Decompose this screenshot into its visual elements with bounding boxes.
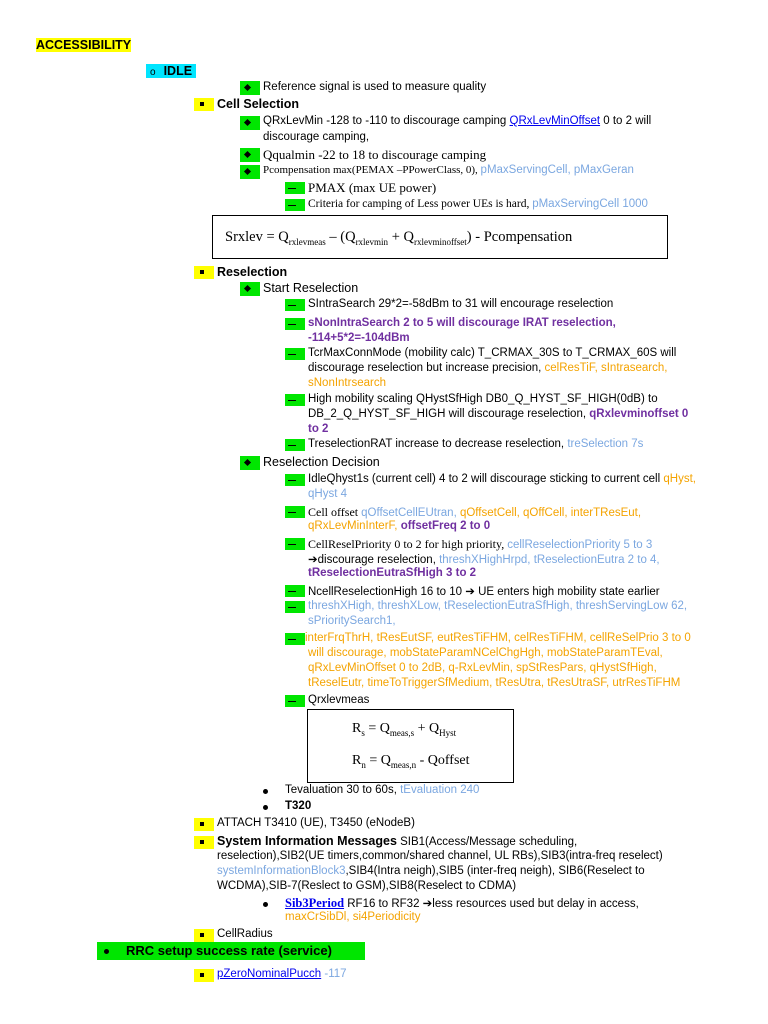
cellradius-label: CellRadius [217,928,273,940]
green-diamond-bullet [240,165,260,179]
ref-signal-text: Reference signal is used to measure quality [263,81,487,93]
snonintrasearch-line-cont: -114+5*2=-104dBm [308,332,410,344]
green-diamond-bullet [240,456,260,470]
yellow-square-bullet [194,98,214,111]
criteria-line: Criteria for camping of Less power UEs is hard, pMaxServingCell 1000 [308,198,648,210]
idle-heading [146,64,196,78]
cell-selection-title: Cell Selection [217,97,299,111]
yellow-square-bullet [194,266,214,279]
rs-formula: $R_s = Q_{meas,s} + Q_{Hyst}$ [352,721,457,738]
qrxlevmin-line-cont: discourage camping, [263,131,370,143]
sim-line-4: WCDMA),SIB-7(Reslect to GSM),SIB8(Reselect to CDMA) [217,880,517,892]
green-diamond-bullet [240,282,260,296]
sib3period-line: Sib3Period RF16 to RF32 ➔less resources used but delay in access, [285,896,639,910]
idle-marker: o [150,67,156,78]
tcrmax-line: TcrMaxConnMode (mobility calc) T_CRMAX_30S to T_CRMAX_60S will [308,347,677,359]
idleqhyst-line: IdleQhyst1s (current cell) 4 to 2 will discourage sticking to current cell qHyst, [308,473,696,485]
green-dash-bullet [285,199,305,211]
sim-line-3: systemInformationBlock3,SIB4(Intra neigh),SIB5 (inter-freq neigh), SIB6(Reselect to [217,865,645,877]
t320-label: T320 [285,800,312,812]
green-diamond-bullet [240,116,260,130]
cellreselpriority-line: CellReselPriority 0 to 2 for high priority, cellReselectionPriority 5 to 3 [308,537,653,551]
round-bullet [263,789,268,794]
green-dash-bullet [285,474,305,486]
green-dash-bullet [285,585,305,597]
rn-formula: $R_n = Q_{meas,n}$ - Qoffset [352,753,470,770]
green-diamond-bullet [240,81,260,95]
snonintrasearch-line: sNonIntraSearch 2 to 5 will discourage IRAT reselection, [308,317,616,329]
green-dash-bullet [285,695,305,707]
round-bullet [263,902,268,907]
qrxlevminoffset-link[interactable]: QRxLevMinOffset [509,115,601,127]
reselection-title: Reselection [217,265,288,279]
rrc-heading-bar [97,942,365,960]
sib3period-link[interactable]: Sib3Period [285,896,345,910]
cell-offset-line: Cell offset qOffsetCellEUtran, qOffsetCell, qOffCell, interTResEut, [308,505,642,519]
high-mobility-line: High mobility scaling QHystSfHigh DB0_Q_HYST_SF_HIGH(0dB) to [308,393,658,405]
thresh-line-2: sPrioritySearch1, [308,615,396,627]
sim-title: System Information Messages [217,834,397,848]
yellow-square-bullet [194,969,214,982]
cellreselpriority-line-3: tReselectionEutraSfHigh 3 to 2 [308,567,477,579]
green-dash-bullet [285,538,305,550]
green-dash-bullet [285,299,305,311]
green-diamond-bullet [240,148,260,162]
ncellreselection-line: NcellReselectionHigh 16 to 10 ➔ UE enters high mobility state earlier [308,586,660,598]
sintrasearch-line: SIntraSearch 29*2=-58dBm to 31 will encourage reselection [308,298,614,310]
reselection-decision-label: Reselection Decision [263,455,380,469]
green-dash-bullet [285,348,305,360]
pzeronominalpucch-link[interactable]: pZeroNominalPucch [217,968,322,980]
pzero-line: pZeroNominalPucch -117 [217,968,347,980]
page-title: ACCESSIBILITY [36,38,132,52]
cell-offset-line-2: qRxLevMinInterF, offsetFreq 2 to 0 [308,520,491,532]
high-mobility-line-2: DB_2_Q_HYST_SF_HIGH will discourage reselection, qRxlevminoffset 0 [308,408,689,420]
idle-label: IDLE [163,64,193,78]
qrxlevmeas-label: Qrxlevmeas [308,694,370,706]
srxlev-formula: Srxlev = $Q_{rxlevmeas} - (Q_{rxlevmin} + Q_{rxlevminoffset})$ - Pcompensation [225,229,573,247]
qqualmin-line: Qqualmin -22 to 18 to discourage camping [263,147,487,162]
green-dash-bullet [285,506,305,518]
yellow-square-bullet [194,836,214,849]
tevaluation-line: Tevaluation 30 to 60s, tEvaluation 240 [285,784,480,796]
round-bullet [104,949,109,954]
interfrq-line: interFrqThrH, tResEutSF, eutResTiFHM, celResTiFHM, cellReSelPrio 3 to 0 [305,632,691,644]
interfrq-line-2: will discourage, mobStateParamNCelChgHgh, mobStateParamTEval, [308,647,663,659]
high-mobility-line-3: to 2 [308,423,329,435]
sib3period-line-2: maxCrSibDl, si4Periodicity [285,911,421,923]
rrc-heading: RRC setup success rate (service) [126,943,332,958]
rs-rn-formula-box [307,709,514,783]
attach-line: ATTACH T3410 (UE), T3450 (eNodeB) [217,817,415,829]
thresh-line: threshXHigh, threshXLow, tReselectionEutraSfHigh, threshServingLow 62, [308,600,688,612]
start-reselection-label: Start Reselection [263,281,359,295]
yellow-square-bullet [194,818,214,831]
interfrq-line-3: qRxLevMinOffset 0 to 2dB, q-RxLevMin, spStResPars, qHystSfHigh, [308,662,657,674]
pcompensation-line: Pcompensation max(PEMAX –PPowerClass, 0), pMaxServingCell, pMaxGeran [263,164,634,176]
idleqhyst-line-2: qHyst 4 [308,488,347,500]
green-dash-bullet [285,439,305,451]
round-bullet [263,805,268,810]
pmax-line: PMAX (max UE power) [308,180,437,195]
green-dash-bullet [285,601,305,613]
treselectionrat-line: TreselectionRAT increase to decrease reselection, treSelection 7s [308,438,644,450]
cellreselpriority-line-2: ➔discourage reselection, threshXHighHrpd, tReselectionEutra 2 to 4, [308,554,660,566]
sim-line-2: reselection),SIB2(UE timers,common/shared channel, UL RBs),SIB3(intra-freq reselect) [217,850,663,862]
tcrmax-line-2: discourage reselection but increase precision, celResTiF, sIntrasearch, [308,362,668,374]
sim-line-1: System Information Messages SIB1(Access/Message scheduling, [217,834,578,848]
srxlev-formula-box [212,215,668,259]
qrxlevmin-line: QRxLevMin -128 to -110 to discourage camping QRxLevMinOffset 0 to 2 will [263,115,652,127]
green-dash-bullet [285,394,305,406]
tcrmax-line-3: sNonIntrsearch [308,377,386,389]
green-dash-bullet [285,182,305,194]
yellow-square-bullet [194,929,214,942]
interfrq-line-4: tReselEutr, timeToTriggerSfMedium, tResUtra, tResUtraSF, utrResTiFHM [308,677,681,689]
green-dash-bullet [285,633,305,645]
green-dash-bullet [285,318,305,330]
